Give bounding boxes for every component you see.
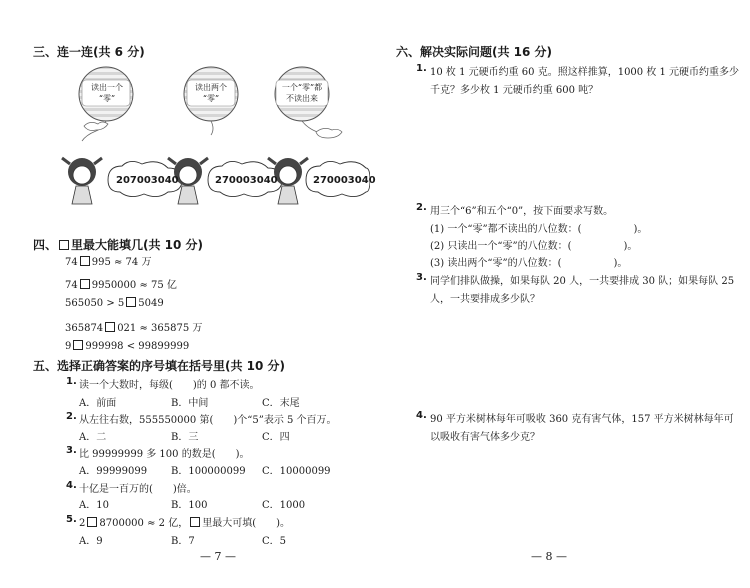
q6-2-sub-3 [430, 254, 627, 269]
s4-row-1 [65, 253, 151, 268]
q5-3-number: 3. [66, 445, 77, 456]
q6-2-sub-2-close: )。 [623, 241, 638, 252]
balloon-2-line-1: 读出两个 [195, 83, 227, 92]
page-number-left: — 7 — [200, 550, 236, 563]
q5-5-option-b[interactable]: B．7 [171, 536, 195, 547]
balloon-3-line-1: 一个“零”都 [281, 83, 323, 92]
cloud-number-3: 270003040 [313, 175, 376, 186]
balloon-1-line-1: 读出一个 [91, 83, 123, 92]
q5-4-option-c[interactable]: C．1000 [262, 500, 306, 511]
balloon-2-line-2: “零” [202, 94, 220, 103]
q5-2-option-a[interactable]: A．二 [79, 432, 107, 443]
fill-box[interactable] [105, 322, 115, 332]
balloon-1 [79, 67, 133, 141]
q6-1-line-1: 10 枚 1 元硬币约重 60 克。照这样推算，1000 枚 1 元硬币约重多少 [430, 67, 740, 78]
cloud-number-2: 270003040 [215, 175, 278, 186]
s4-row-2-a: 74 [65, 280, 78, 291]
page-number-right: — 8 — [531, 550, 567, 563]
q6-2-sub-3-text: (3) 读出两个“零”的八位数：( [430, 258, 562, 269]
fill-box[interactable] [80, 279, 90, 289]
section-5-title: 五、选择正确答案的序号填在括号里(共 10 分) [33, 359, 286, 373]
q5-4-option-a[interactable]: A．10 [79, 500, 109, 511]
q6-3-line-1: 同学们排队做操，如果每队 20 人，一共要排成 30 队；如果每队 25 [430, 276, 735, 287]
q5-2-number: 2. [66, 411, 77, 422]
q5-1-option-b[interactable]: B．中间 [171, 398, 209, 409]
q5-5-option-c[interactable]: C．5 [262, 536, 287, 547]
q6-2-text: 用三个“6”和五个“0”，按下面要求写数。 [430, 206, 614, 217]
blank-box[interactable] [59, 240, 69, 250]
section-4-title [33, 236, 203, 253]
q5-1-text: 读一个大数时，每级( )的 0 都不读。 [79, 380, 260, 391]
s4-row-4-a: 365874 [65, 323, 104, 334]
q5-2-text: 从左往右数，555550000 第( )个“5”表示 5 个百万。 [79, 415, 337, 426]
q5-2-option-c[interactable]: C．四 [262, 432, 290, 443]
q6-2-sub-2-text: (2) 只读出一个“零”的八位数：( [430, 241, 572, 252]
q5-3-option-c[interactable]: C．10000099 [262, 466, 331, 477]
balloon-2-text [188, 82, 234, 104]
balloons-illustration [70, 66, 370, 144]
q6-2-sub-3-close: )。 [613, 258, 628, 269]
s4-row-5 [65, 340, 189, 352]
section-4-prefix: 四、 [33, 238, 58, 252]
q5-3-option-a[interactable]: A．99999099 [79, 466, 148, 477]
q5-5-option-a[interactable]: A．9 [79, 536, 103, 547]
balloon-3-text [277, 82, 327, 104]
q6-2-sub-2 [430, 237, 637, 252]
q5-5-text [79, 514, 290, 529]
section-4-suffix: 里最大能填几(共 10 分) [71, 238, 204, 252]
fill-box[interactable] [80, 256, 90, 266]
q6-1-line-2: 千克？多少枚 1 元硬币约重 600 吨？ [430, 85, 599, 96]
s4-row-5-b: 999998 < 99899999 [85, 341, 190, 352]
section-6-title: 六、解决实际问题(共 16 分) [396, 45, 553, 59]
s4-row-4-b: 021 ≈ 365875 万 [117, 323, 203, 334]
s4-row-3-a: 565050 > 5 [65, 298, 125, 309]
q6-3-number: 3. [416, 272, 427, 283]
cloud-number-1: 207003040 [116, 175, 179, 186]
fill-box[interactable] [73, 340, 83, 350]
section-3-title: 三、连一连(共 6 分) [33, 45, 145, 59]
balloon-1-line-2: “零” [98, 94, 116, 103]
q6-2-number: 2. [416, 202, 427, 213]
s4-row-3 [65, 297, 164, 309]
q5-4-number: 4. [66, 480, 77, 491]
fill-box[interactable] [190, 517, 200, 527]
balloon-1-text [84, 82, 130, 104]
q6-2-sub-1-close: )。 [633, 224, 648, 235]
q5-5-number: 5. [66, 514, 77, 525]
s4-row-1-b: 995 ≈ 74 万 [91, 257, 152, 268]
s4-row-1-a: 74 [65, 257, 78, 268]
balloon-3-line-2: 不读出来 [286, 94, 318, 103]
q5-5-part-2: 8700000 ≈ 2 亿， [99, 518, 189, 529]
q5-2-option-b[interactable]: B．三 [171, 432, 199, 443]
q6-2-sub-1 [430, 220, 647, 235]
fill-box[interactable] [87, 517, 97, 527]
q6-4-line-2: 以吸收有害气体多少克？ [430, 432, 540, 443]
q6-2-sub-1-text: (1) 一个“零”都不读出的八位数：( [430, 224, 582, 235]
q5-1-option-a[interactable]: A．前面 [79, 398, 117, 409]
q6-4-number: 4. [416, 410, 427, 421]
q5-3-option-b[interactable]: B．100000099 [171, 466, 246, 477]
q5-1-number: 1. [66, 376, 77, 387]
q5-1-option-c[interactable]: C．末尾 [262, 398, 300, 409]
q5-5-part-1: 2 [79, 518, 86, 529]
s4-row-2-b: 9950000 ≈ 75 亿 [91, 280, 177, 291]
q5-3-text: 比 99999999 多 100 的数是( )。 [79, 449, 250, 460]
q5-4-option-b[interactable]: B．100 [171, 500, 208, 511]
q6-3-line-2: 人，一共要排成多少队？ [430, 294, 540, 305]
s4-row-3-b: 5049 [138, 298, 164, 309]
s4-row-4 [65, 319, 202, 334]
q5-5-part-3: 里最大可填( )。 [202, 518, 291, 529]
s4-row-2 [65, 276, 177, 291]
fill-box[interactable] [126, 297, 136, 307]
q6-1-number: 1. [416, 63, 427, 74]
q5-4-text: 十亿是一百万的( )倍。 [79, 484, 197, 495]
s4-row-5-a: 9 [65, 341, 72, 352]
child-1 [62, 158, 102, 204]
q6-4-line-1: 90 平方米树林每年可吸收 360 克有害气体，157 平方米树林每年可 [430, 414, 734, 425]
